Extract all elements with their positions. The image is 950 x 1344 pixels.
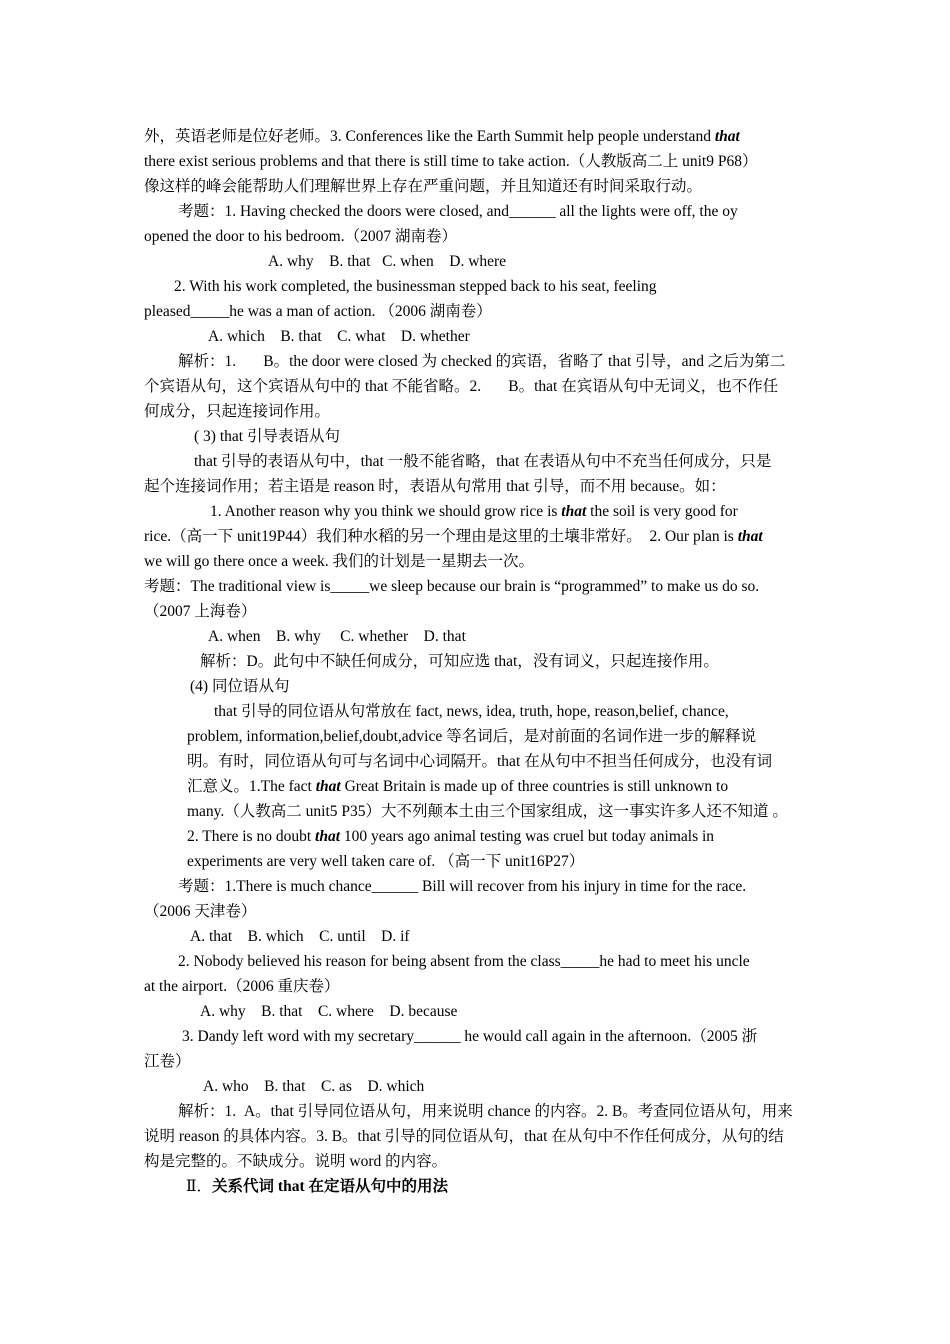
question-line: 3. Dandy left word with my secretary______ he would call again in the afternoon.（2005 浙: [182, 1028, 758, 1045]
question-line: 2. With his work completed, the businessman stepped back to his seat, feeling: [174, 278, 657, 295]
analysis-line: 解析：1. A。that 引导同位语从句，用来说明 chance 的内容。2. B。考查同位语从句，用来: [178, 1103, 793, 1120]
text-line: problem, information,belief,doubt,advice 等名词后，是对前面的名词作进一步的解释说: [187, 728, 757, 745]
text-line: 何成分，只起连接词作用。: [144, 403, 331, 420]
text-line: we will go there once a week. 我们的计划是一星期去一次。: [144, 553, 535, 570]
answer-options: A. when B. why C. whether D. that: [208, 628, 466, 645]
text-line: 说明 reason 的具体内容。3. B。that 引导的同位语从句，that 在从句中不作任何成分，从句的结: [144, 1128, 784, 1145]
text-line: that 引导的表语从句中，that 一般不能省略，that 在表语从句中不充当任何成分，只是: [194, 453, 772, 470]
text-line: that 引导的同位语从句常放在 fact, news, idea, truth, hope, reason,belief, chance,: [214, 703, 729, 720]
text-line: 外，英语老师是位好老师。3. Conferences like the Earth Summit help people understand that: [144, 128, 740, 145]
section-heading: Ⅱ．关系代词 that 在定语从句中的用法: [186, 1178, 448, 1195]
text-line: 1. Another reason why you think we should grow rice is that the soil is very good for: [210, 503, 738, 520]
text-line: rice.（高一下 unit19P44）我们种水稻的另一个理由是这里的土壤非常好。 2. Our plan is that: [144, 528, 763, 545]
text-line: there exist serious problems and that there is still time to take action.（人教版高二上 unit9 P68）: [144, 153, 758, 170]
answer-options: A. why B. that C. where D. because: [200, 1003, 458, 1020]
text-line: 汇意义。1.The fact that Great Britain is made up of three countries is still unknown to: [187, 778, 729, 795]
section-heading: ( 3) that 引导表语从句: [194, 428, 340, 445]
section-heading: (4) 同位语从句: [190, 678, 290, 695]
text-line: 构是完整的。不缺成分。说明 word 的内容。: [144, 1153, 448, 1170]
text-line: 起个连接词作用；若主语是 reason 时，表语从句常用 that 引导，而不用 because。如：: [144, 478, 726, 495]
text-line: 2. There is no doubt that 100 years ago animal testing was cruel but today animals in: [187, 828, 715, 845]
text-line: （2006 天津卷）: [144, 903, 257, 920]
answer-options: A. which B. that C. what D. whether: [208, 328, 470, 345]
text-line: 个宾语从句，这个宾语从句中的 that 不能省略。2. B。that 在宾语从句中无词义，也不作任: [144, 378, 779, 395]
question-line: 考题：1. Having checked the doors were closed, and______ all the lights were off, the oy: [178, 203, 738, 220]
text-line: at the airport.（2006 重庆卷）: [144, 978, 340, 995]
analysis-line: 解析：D。此句中不缺任何成分，可知应选 that，没有词义，只起连接作用。: [200, 653, 719, 670]
text-line: （2007 上海卷）: [144, 603, 257, 620]
question-line: 2. Nobody believed his reason for being absent from the class_____he had to meet his uncle: [178, 953, 750, 970]
answer-options: A. why B. that C. when D. where: [268, 253, 507, 270]
text-line: pleased_____he was a man of action. （2006 湖南卷）: [144, 303, 492, 320]
analysis-line: 解析：1. B。the door were closed 为 checked 的宾语，省略了 that 引导，and 之后为第二: [178, 353, 786, 370]
text-line: opened the door to his bedroom.（2007 湖南卷）: [144, 228, 457, 245]
text-line: 江卷）: [144, 1053, 191, 1070]
answer-options: A. that B. which C. until D. if: [190, 928, 410, 945]
text-line: experiments are very well taken care of. （高一下 unit16P27）: [187, 853, 585, 870]
answer-options: A. who B. that C. as D. which: [203, 1078, 425, 1095]
question-line: 考题：1.There is much chance______ Bill will recover from his injury in time for the race.: [178, 878, 747, 895]
question-line: 考题：The traditional view is_____we sleep because our brain is “programmed” to make us do so.: [144, 578, 760, 595]
text-line: 像这样的峰会能帮助人们理解世界上存在严重问题，并且知道还有时间采取行动。: [144, 178, 703, 195]
text-line: many.（人教高二 unit5 P35）大不列颠本土由三个国家组成，这一事实许多人还不知道 。: [187, 803, 788, 820]
text-line: 明。有时，同位语从句可与名词中心词隔开。that 在从句中不担当任何成分，也没有词: [187, 753, 773, 770]
